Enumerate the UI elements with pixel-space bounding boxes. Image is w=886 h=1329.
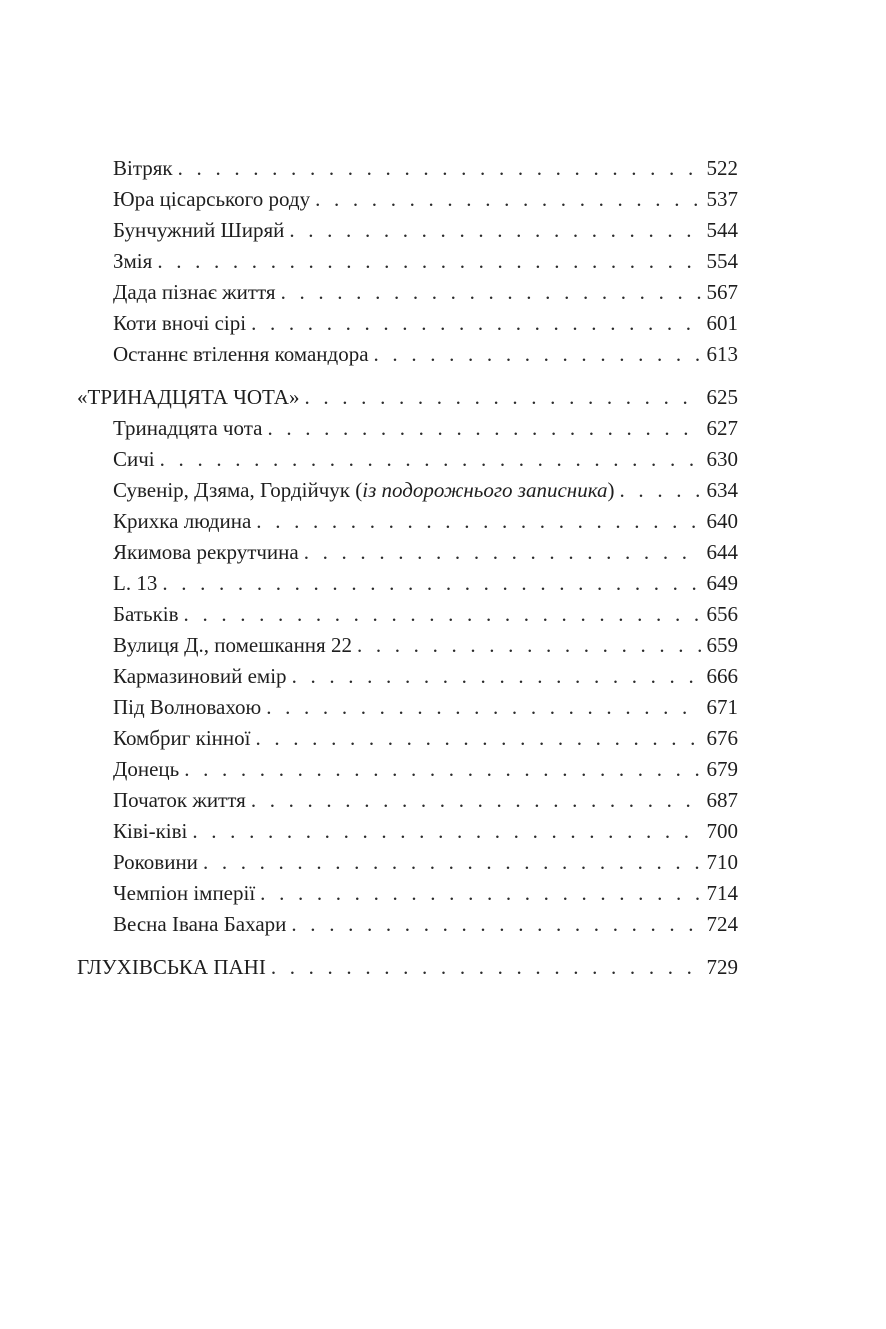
toc-entry-page: 649	[706, 571, 738, 595]
toc-entry-title: Вулиця Д., помешкання 22	[113, 633, 352, 657]
dot-leader	[266, 692, 700, 723]
dot-leader	[184, 754, 700, 785]
dot-leader	[192, 816, 700, 847]
toc-entry-title: Початок життя	[113, 788, 246, 812]
toc-entry-page: 656	[706, 602, 738, 626]
toc-entry-title: Юра цісарського роду	[113, 187, 311, 211]
dot-leader	[289, 215, 700, 246]
toc-entry-page: 567	[706, 280, 738, 304]
toc-entry	[0, 153, 886, 184]
toc-entry	[0, 568, 886, 599]
dot-leader	[203, 847, 701, 878]
toc-entry-title: Весна Івана Бахари	[113, 912, 287, 936]
toc-entry-title: Чемпіон імперії	[113, 881, 256, 905]
toc-entry	[0, 630, 886, 661]
toc-entry	[0, 785, 886, 816]
dot-leader	[271, 952, 701, 983]
toc-entry	[0, 444, 886, 475]
toc-entry-page: 537	[706, 187, 738, 211]
toc-entry-page: 676	[706, 726, 738, 750]
dot-leader	[357, 630, 701, 661]
dot-leader	[251, 308, 700, 339]
dot-leader	[255, 723, 700, 754]
toc-entry-title: Сичі	[113, 447, 155, 471]
toc-section-heading	[0, 382, 886, 413]
dot-leader	[304, 537, 701, 568]
toc-entry-title: Роковини	[113, 850, 198, 874]
toc-section-page: 729	[706, 955, 738, 979]
toc-section-page: 625	[706, 385, 738, 409]
dot-leader	[267, 413, 700, 444]
dot-leader	[374, 339, 701, 370]
toc-entry	[0, 692, 886, 723]
toc-entry	[0, 413, 886, 444]
dot-leader	[260, 878, 700, 909]
toc-section-title: ГЛУХІВСЬКА ПАНІ	[77, 955, 266, 979]
toc-entry	[0, 308, 886, 339]
toc-entry-page: 724	[706, 912, 738, 936]
toc-entry-title: Якимова рекрутчина	[113, 540, 299, 564]
dot-leader	[304, 382, 700, 413]
dot-leader	[184, 599, 701, 630]
toc-entry-title	[113, 475, 615, 506]
toc-entry-title-start: Сувенір, Дзяма, Гордійчук (	[113, 478, 363, 502]
dot-leader	[157, 246, 700, 277]
dot-leader	[178, 153, 701, 184]
toc-entry	[0, 246, 886, 277]
toc-entry	[0, 215, 886, 246]
dot-leader	[162, 568, 700, 599]
dot-leader	[291, 909, 700, 940]
toc-entry-title: Змія	[113, 249, 153, 273]
toc-entry-page: 627	[706, 416, 738, 440]
dot-leader	[160, 444, 701, 475]
toc-entry-title: Крихка людина	[113, 509, 252, 533]
toc-entry-page: 687	[706, 788, 738, 812]
toc-entry-page: 601	[706, 311, 738, 335]
toc-entry-title: Вітряк	[113, 156, 173, 180]
toc-entry-title: Кармазиновий емір	[113, 664, 287, 688]
toc-entry-page: 666	[706, 664, 738, 688]
toc-entry	[0, 506, 886, 537]
toc-entry-page: 554	[706, 249, 738, 273]
toc-entry	[0, 878, 886, 909]
toc-entry-title: Тринадцята чота	[113, 416, 263, 440]
toc-entry-page: 644	[706, 540, 738, 564]
toc-entry	[0, 847, 886, 878]
toc-entry	[0, 277, 886, 308]
toc-section-title: «ТРИНАДЦЯТА ЧОТА»	[77, 385, 300, 409]
toc-entry-page: 544	[706, 218, 738, 242]
toc-entry	[0, 661, 886, 692]
toc-entry-title: Донець	[113, 757, 180, 781]
toc-entry-page: 630	[706, 447, 738, 471]
toc-entry-title: Бунчужний Ширяй	[113, 218, 285, 242]
toc-entry	[0, 537, 886, 568]
dot-leader	[292, 661, 701, 692]
toc-entry-page: 640	[706, 509, 738, 533]
toc-entry	[0, 723, 886, 754]
toc-entry-page: 700	[706, 819, 738, 843]
toc-entry-page: 714	[706, 881, 738, 905]
toc-entry-title: Батьків	[113, 602, 179, 626]
toc-entry-page: 710	[706, 850, 738, 874]
toc-entry-title-italic: із подорожнього записника	[362, 478, 608, 502]
toc-entry-title: Останнє втілення командора	[113, 342, 369, 366]
toc-entry	[0, 339, 886, 370]
dot-leader	[281, 277, 701, 308]
toc-entry	[0, 909, 886, 940]
dot-leader	[256, 506, 700, 537]
dot-leader	[251, 785, 701, 816]
toc-entry-title: Під Волновахою	[113, 695, 262, 719]
toc-entry-title: Коти вночі сірі	[113, 311, 247, 335]
dot-leader	[620, 475, 701, 506]
toc-entry	[0, 816, 886, 847]
toc-entry	[0, 475, 886, 506]
toc-entry-page: 671	[706, 695, 738, 719]
dot-leader	[315, 184, 700, 215]
toc-entry-title: Комбриг кінної	[113, 726, 251, 750]
toc-entry	[0, 599, 886, 630]
toc-entry-page: 634	[706, 478, 738, 502]
toc-entry-title: L. 13	[113, 571, 158, 595]
toc-entry	[0, 184, 886, 215]
toc-entry-page: 613	[706, 342, 738, 366]
toc-entry-title-end: )	[607, 478, 615, 502]
toc-entry-page: 522	[706, 156, 738, 180]
toc-entry-page: 679	[706, 757, 738, 781]
toc-section-heading	[0, 952, 886, 983]
toc-entry-title: Ківі-ківі	[113, 819, 188, 843]
toc-entry-title: Дада пізнає життя	[113, 280, 276, 304]
toc-entry	[0, 754, 886, 785]
toc-entry-page: 659	[706, 633, 738, 657]
